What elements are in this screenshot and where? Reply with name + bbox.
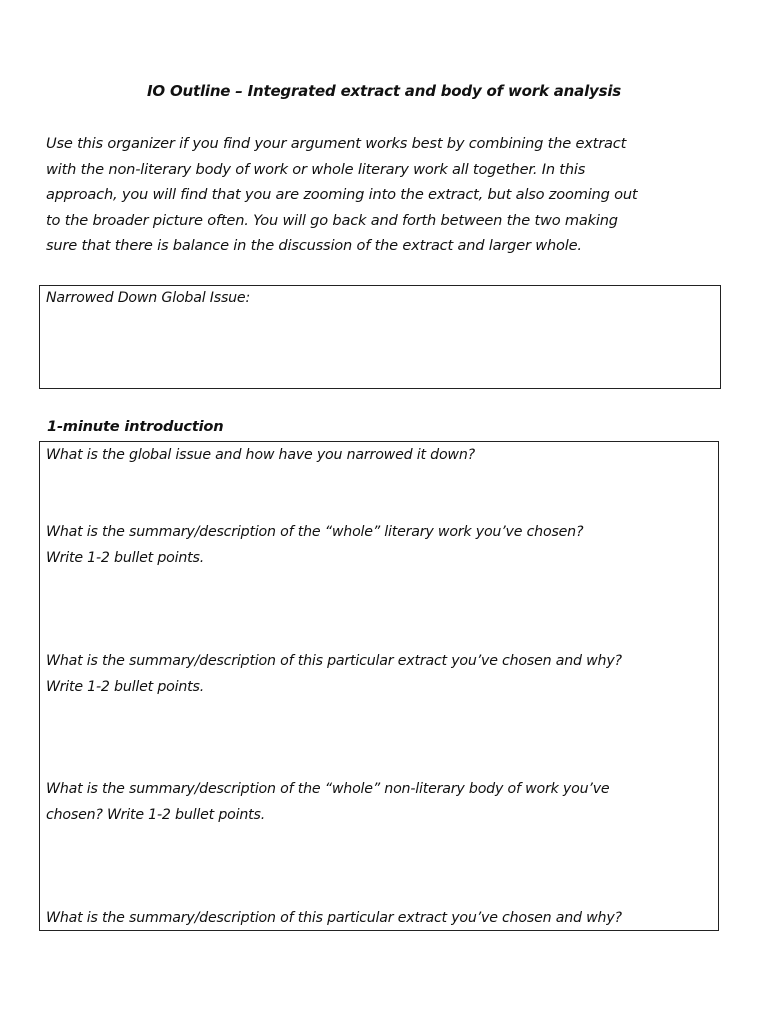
question-global-issue [46, 443, 475, 469]
question-line: What is the summary/description of this particular extract you’ve chosen and why? [46, 910, 622, 926]
question-line: What is the global issue and how have you narrowed it down? [46, 447, 475, 463]
question-line: Write 1-2 bullet points. [46, 549, 205, 566]
question-non-literary-body-of-work [46, 777, 609, 828]
question-line: chosen? Write 1-2 bullet points. [46, 806, 266, 823]
intro-line: to the broader picture often. You will go back and forth between the two making [46, 211, 618, 229]
page-title: IO Outline – Integrated extract and body of work analysis [146, 82, 621, 100]
intro-line: Use this organizer if you find your argument works best by combining the extract [46, 135, 627, 152]
intro-line: with the non-literary body of work or whole literary work all together. In this [46, 160, 586, 178]
introduction-questions-box[interactable] [39, 441, 719, 931]
intro-line: sure that there is balance in the discussion of the extract and larger whole. [46, 237, 582, 255]
introduction-heading: 1-minute introduction [47, 418, 224, 435]
intro-paragraph [46, 131, 726, 259]
question-literary-extract [46, 649, 622, 700]
question-line: What is the summary/description of the “whole” non-literary body of work you’ve [46, 781, 610, 797]
global-issue-box[interactable] [39, 285, 721, 389]
question-line: What is the summary/description of this particular extract you’ve chosen and why? [46, 653, 622, 669]
question-line: What is the summary/description of the “whole” literary work you’ve chosen? [46, 524, 584, 540]
global-issue-label: Narrowed Down Global Issue: [46, 290, 251, 306]
question-non-literary-extract [46, 906, 622, 932]
intro-line: approach, you will find that you are zooming into the extract, but also zooming out [46, 186, 638, 204]
question-line: Write 1-2 bullet points. [46, 678, 205, 695]
question-whole-literary-work [46, 520, 583, 571]
